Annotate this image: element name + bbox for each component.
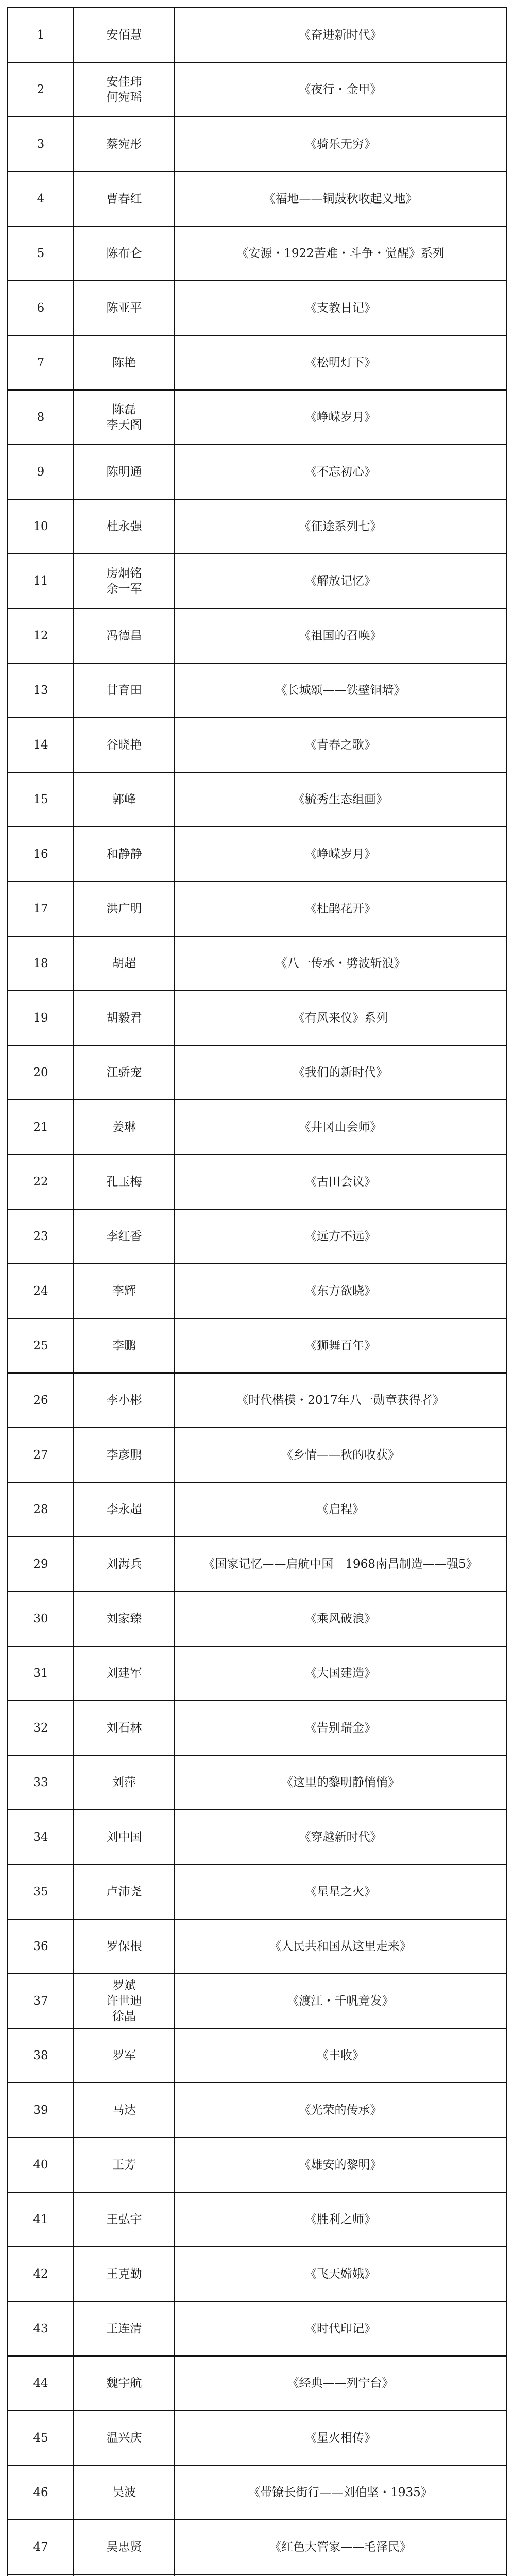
row-number: 33: [8, 1755, 74, 1810]
row-number: 10: [8, 499, 74, 554]
author-name: 和静静: [74, 827, 175, 882]
author-name: 曹春红: [74, 172, 175, 226]
table-row: [8, 8, 506, 62]
row-number: 7: [8, 335, 74, 390]
row-number: 1: [8, 8, 74, 62]
work-title: 《狮舞百年》: [175, 1318, 506, 1373]
table-row: [8, 1045, 506, 1100]
author-name: 魏宇航: [74, 2356, 175, 2411]
author-name: 谷晓艳: [74, 718, 175, 772]
row-number: 37: [8, 1974, 74, 2028]
row-number: 20: [8, 1045, 74, 1100]
author-name: 李小彬: [74, 1373, 175, 1428]
author-name: 陈布仑: [74, 226, 175, 281]
work-title: 《东方欲晓》: [175, 1264, 506, 1318]
work-title: 《征途系列七》: [175, 499, 506, 554]
table-row: [8, 554, 506, 608]
work-title: 《启程》: [175, 1482, 506, 1537]
work-title: 《穿越新时代》: [175, 1810, 506, 1865]
row-number: 22: [8, 1155, 74, 1209]
author-name: 温兴庆: [74, 2411, 175, 2465]
work-title: 《乘风破浪》: [175, 1591, 506, 1646]
table-row: [8, 1100, 506, 1155]
row-number: 38: [8, 2028, 74, 2083]
work-title: 《青春之歌》: [175, 718, 506, 772]
row-number: 26: [8, 1373, 74, 1428]
row-number: 39: [8, 2083, 74, 2138]
row-number: 24: [8, 1264, 74, 1318]
row-number: 36: [8, 1919, 74, 1974]
author-name: 李鹏: [74, 1318, 175, 1373]
row-number: 4: [8, 172, 74, 226]
row-number: 18: [8, 936, 74, 991]
row-number: 5: [8, 226, 74, 281]
author-name: 刘石林: [74, 1701, 175, 1755]
table-row: [8, 1428, 506, 1482]
table-body: [8, 8, 506, 2576]
work-title: 《丰收》: [175, 2028, 506, 2083]
table-row: [8, 2028, 506, 2083]
work-title: 《解放记忆》: [175, 554, 506, 608]
row-number: 31: [8, 1646, 74, 1701]
author-name: 李红香: [74, 1209, 175, 1264]
table-row: [8, 1865, 506, 1919]
row-number: 21: [8, 1100, 74, 1155]
work-title: 《峥嵘岁月》: [175, 390, 506, 445]
work-title: 《长城颂——铁壁铜墙》: [175, 663, 506, 718]
row-number: 46: [8, 2465, 74, 2520]
author-name: 刘中国: [74, 1810, 175, 1865]
table-row: [8, 1919, 506, 1974]
row-number: 23: [8, 1209, 74, 1264]
work-title: 《大国建造》: [175, 1646, 506, 1701]
table-row: [8, 827, 506, 882]
table-row: [8, 772, 506, 827]
author-name: 李永超: [74, 1482, 175, 1537]
author-name: 蔡宛彤: [74, 117, 175, 172]
table-row: [8, 281, 506, 335]
author-name: 刘萍: [74, 1755, 175, 1810]
row-number: 19: [8, 991, 74, 1045]
work-title: 《星星之火》: [175, 1865, 506, 1919]
author-name: 甘育田: [74, 663, 175, 718]
table-row: [8, 2520, 506, 2574]
author-name: 王弘宇: [74, 2192, 175, 2247]
table-row: [8, 172, 506, 226]
author-name: 吴波: [74, 2465, 175, 2520]
row-number: 6: [8, 281, 74, 335]
table-row: [8, 445, 506, 499]
table-row: [8, 2356, 506, 2411]
work-title: 《祖国的召唤》: [175, 608, 506, 663]
row-number: 15: [8, 772, 74, 827]
row-number: 2: [8, 62, 74, 117]
table-row: [8, 62, 506, 117]
work-title: 《告别瑞金》: [175, 1701, 506, 1755]
work-title: 《安源・1922苦难・斗争・觉醒》系列: [175, 226, 506, 281]
author-name: 罗斌 许世迪 徐晶: [74, 1974, 175, 2028]
table-row: [8, 1264, 506, 1318]
work-title: 《带镣长街行——刘伯坚・1935》: [175, 2465, 506, 2520]
author-name: 王芳: [74, 2138, 175, 2192]
work-title: 《毓秀生态组画》: [175, 772, 506, 827]
row-number: 44: [8, 2356, 74, 2411]
work-title: 《不忘初心》: [175, 445, 506, 499]
row-number: 13: [8, 663, 74, 718]
row-number: 3: [8, 117, 74, 172]
work-title: 《有风来仪》系列: [175, 991, 506, 1045]
work-title: 《松明灯下》: [175, 335, 506, 390]
table-row: [8, 1318, 506, 1373]
work-title: 《奋进新时代》: [175, 8, 506, 62]
author-name: 王连清: [74, 2301, 175, 2356]
author-name: 陈亚平: [74, 281, 175, 335]
work-title: 《雄安的黎明》: [175, 2138, 506, 2192]
author-name: 陈明通: [74, 445, 175, 499]
work-title: 《杜鹃花开》: [175, 882, 506, 936]
work-title: 《国家记忆——启航中国 1968南昌制造——强5》: [175, 1537, 506, 1591]
award-list-table: [7, 7, 507, 2576]
row-number: 9: [8, 445, 74, 499]
author-name: 胡毅君: [74, 991, 175, 1045]
work-title: 《时代楷模・2017年八一勋章获得者》: [175, 1373, 506, 1428]
row-number: 8: [8, 390, 74, 445]
row-number: 42: [8, 2247, 74, 2301]
row-number: 25: [8, 1318, 74, 1373]
table-row: [8, 1810, 506, 1865]
author-name: 陈磊 李天阁: [74, 390, 175, 445]
row-number: 35: [8, 1865, 74, 1919]
work-title: 《人民共和国从这里走来》: [175, 1919, 506, 1974]
author-name: 刘家臻: [74, 1591, 175, 1646]
table-row: [8, 1701, 506, 1755]
work-title: 《乡情——秋的收获》: [175, 1428, 506, 1482]
author-name: 刘海兵: [74, 1537, 175, 1591]
work-title: 《夜行・金甲》: [175, 62, 506, 117]
row-number: 43: [8, 2301, 74, 2356]
author-name: 房炯铭 余一军: [74, 554, 175, 608]
table-row: [8, 991, 506, 1045]
work-title: 《胜利之师》: [175, 2192, 506, 2247]
work-title: 《福地——铜鼓秋收起义地》: [175, 172, 506, 226]
row-number: 40: [8, 2138, 74, 2192]
table-row: [8, 1591, 506, 1646]
table-row: [8, 226, 506, 281]
work-title: 《时代印记》: [175, 2301, 506, 2356]
row-number: 47: [8, 2520, 74, 2574]
table-row: [8, 390, 506, 445]
table-row: [8, 1209, 506, 1264]
work-title: 《古田会议》: [175, 1155, 506, 1209]
work-title: 《飞天嫦娥》: [175, 2247, 506, 2301]
author-name: 胡超: [74, 936, 175, 991]
table-row: [8, 718, 506, 772]
table-row: [8, 1537, 506, 1591]
table-row: [8, 2465, 506, 2520]
table-row: [8, 1974, 506, 2028]
row-number: 29: [8, 1537, 74, 1591]
author-name: 马达: [74, 2083, 175, 2138]
table-row: [8, 1373, 506, 1428]
work-title: 《经典——列宁台》: [175, 2356, 506, 2411]
work-title: 《峥嵘岁月》: [175, 827, 506, 882]
author-name: 孔玉梅: [74, 1155, 175, 1209]
table-row: [8, 2192, 506, 2247]
table-row: [8, 335, 506, 390]
row-number: 41: [8, 2192, 74, 2247]
author-name: 刘建军: [74, 1646, 175, 1701]
table-row: [8, 2301, 506, 2356]
row-number: 45: [8, 2411, 74, 2465]
table-row: [8, 1155, 506, 1209]
table-row: [8, 936, 506, 991]
row-number: 16: [8, 827, 74, 882]
row-number: 28: [8, 1482, 74, 1537]
author-name: 罗军: [74, 2028, 175, 2083]
work-title: 《骑乐无穷》: [175, 117, 506, 172]
author-name: 卢沛尧: [74, 1865, 175, 1919]
work-title: 《光荣的传承》: [175, 2083, 506, 2138]
row-number: 34: [8, 1810, 74, 1865]
author-name: 姜琳: [74, 1100, 175, 1155]
work-title: 《八一传承・劈波斩浪》: [175, 936, 506, 991]
author-name: 罗保根: [74, 1919, 175, 1974]
row-number: 27: [8, 1428, 74, 1482]
author-name: 陈艳: [74, 335, 175, 390]
table-row: [8, 1646, 506, 1701]
row-number: 32: [8, 1701, 74, 1755]
author-name: 李彦鹏: [74, 1428, 175, 1482]
row-number: 14: [8, 718, 74, 772]
work-title: 《红色大管家——毛泽民》: [175, 2520, 506, 2574]
work-title: 《星火相传》: [175, 2411, 506, 2465]
table-row: [8, 2138, 506, 2192]
work-title: 《井冈山会师》: [175, 1100, 506, 1155]
work-title: 《远方不远》: [175, 1209, 506, 1264]
table-row: [8, 117, 506, 172]
author-name: 郭峰: [74, 772, 175, 827]
row-number: 30: [8, 1591, 74, 1646]
author-name: 洪广明: [74, 882, 175, 936]
row-number: 12: [8, 608, 74, 663]
author-name: 杜永强: [74, 499, 175, 554]
table-row: [8, 882, 506, 936]
work-title: 《渡江・千帆竞发》: [175, 1974, 506, 2028]
work-title: 《支教日记》: [175, 281, 506, 335]
row-number: 11: [8, 554, 74, 608]
table-row: [8, 608, 506, 663]
work-title: 《我们的新时代》: [175, 1045, 506, 1100]
table-row: [8, 1482, 506, 1537]
author-name: 李辉: [74, 1264, 175, 1318]
work-title: 《这里的黎明静悄悄》: [175, 1755, 506, 1810]
author-name: 冯德昌: [74, 608, 175, 663]
author-name: 安佰慧: [74, 8, 175, 62]
table-row: [8, 2083, 506, 2138]
table-row: [8, 2411, 506, 2465]
author-name: 安佳玮 何宛瑶: [74, 62, 175, 117]
table-row: [8, 1755, 506, 1810]
table-row: [8, 663, 506, 718]
table-row: [8, 499, 506, 554]
author-name: 王克勤: [74, 2247, 175, 2301]
author-name: 吴忠贤: [74, 2520, 175, 2574]
row-number: 17: [8, 882, 74, 936]
author-name: 江骄宠: [74, 1045, 175, 1100]
table-row: [8, 2247, 506, 2301]
